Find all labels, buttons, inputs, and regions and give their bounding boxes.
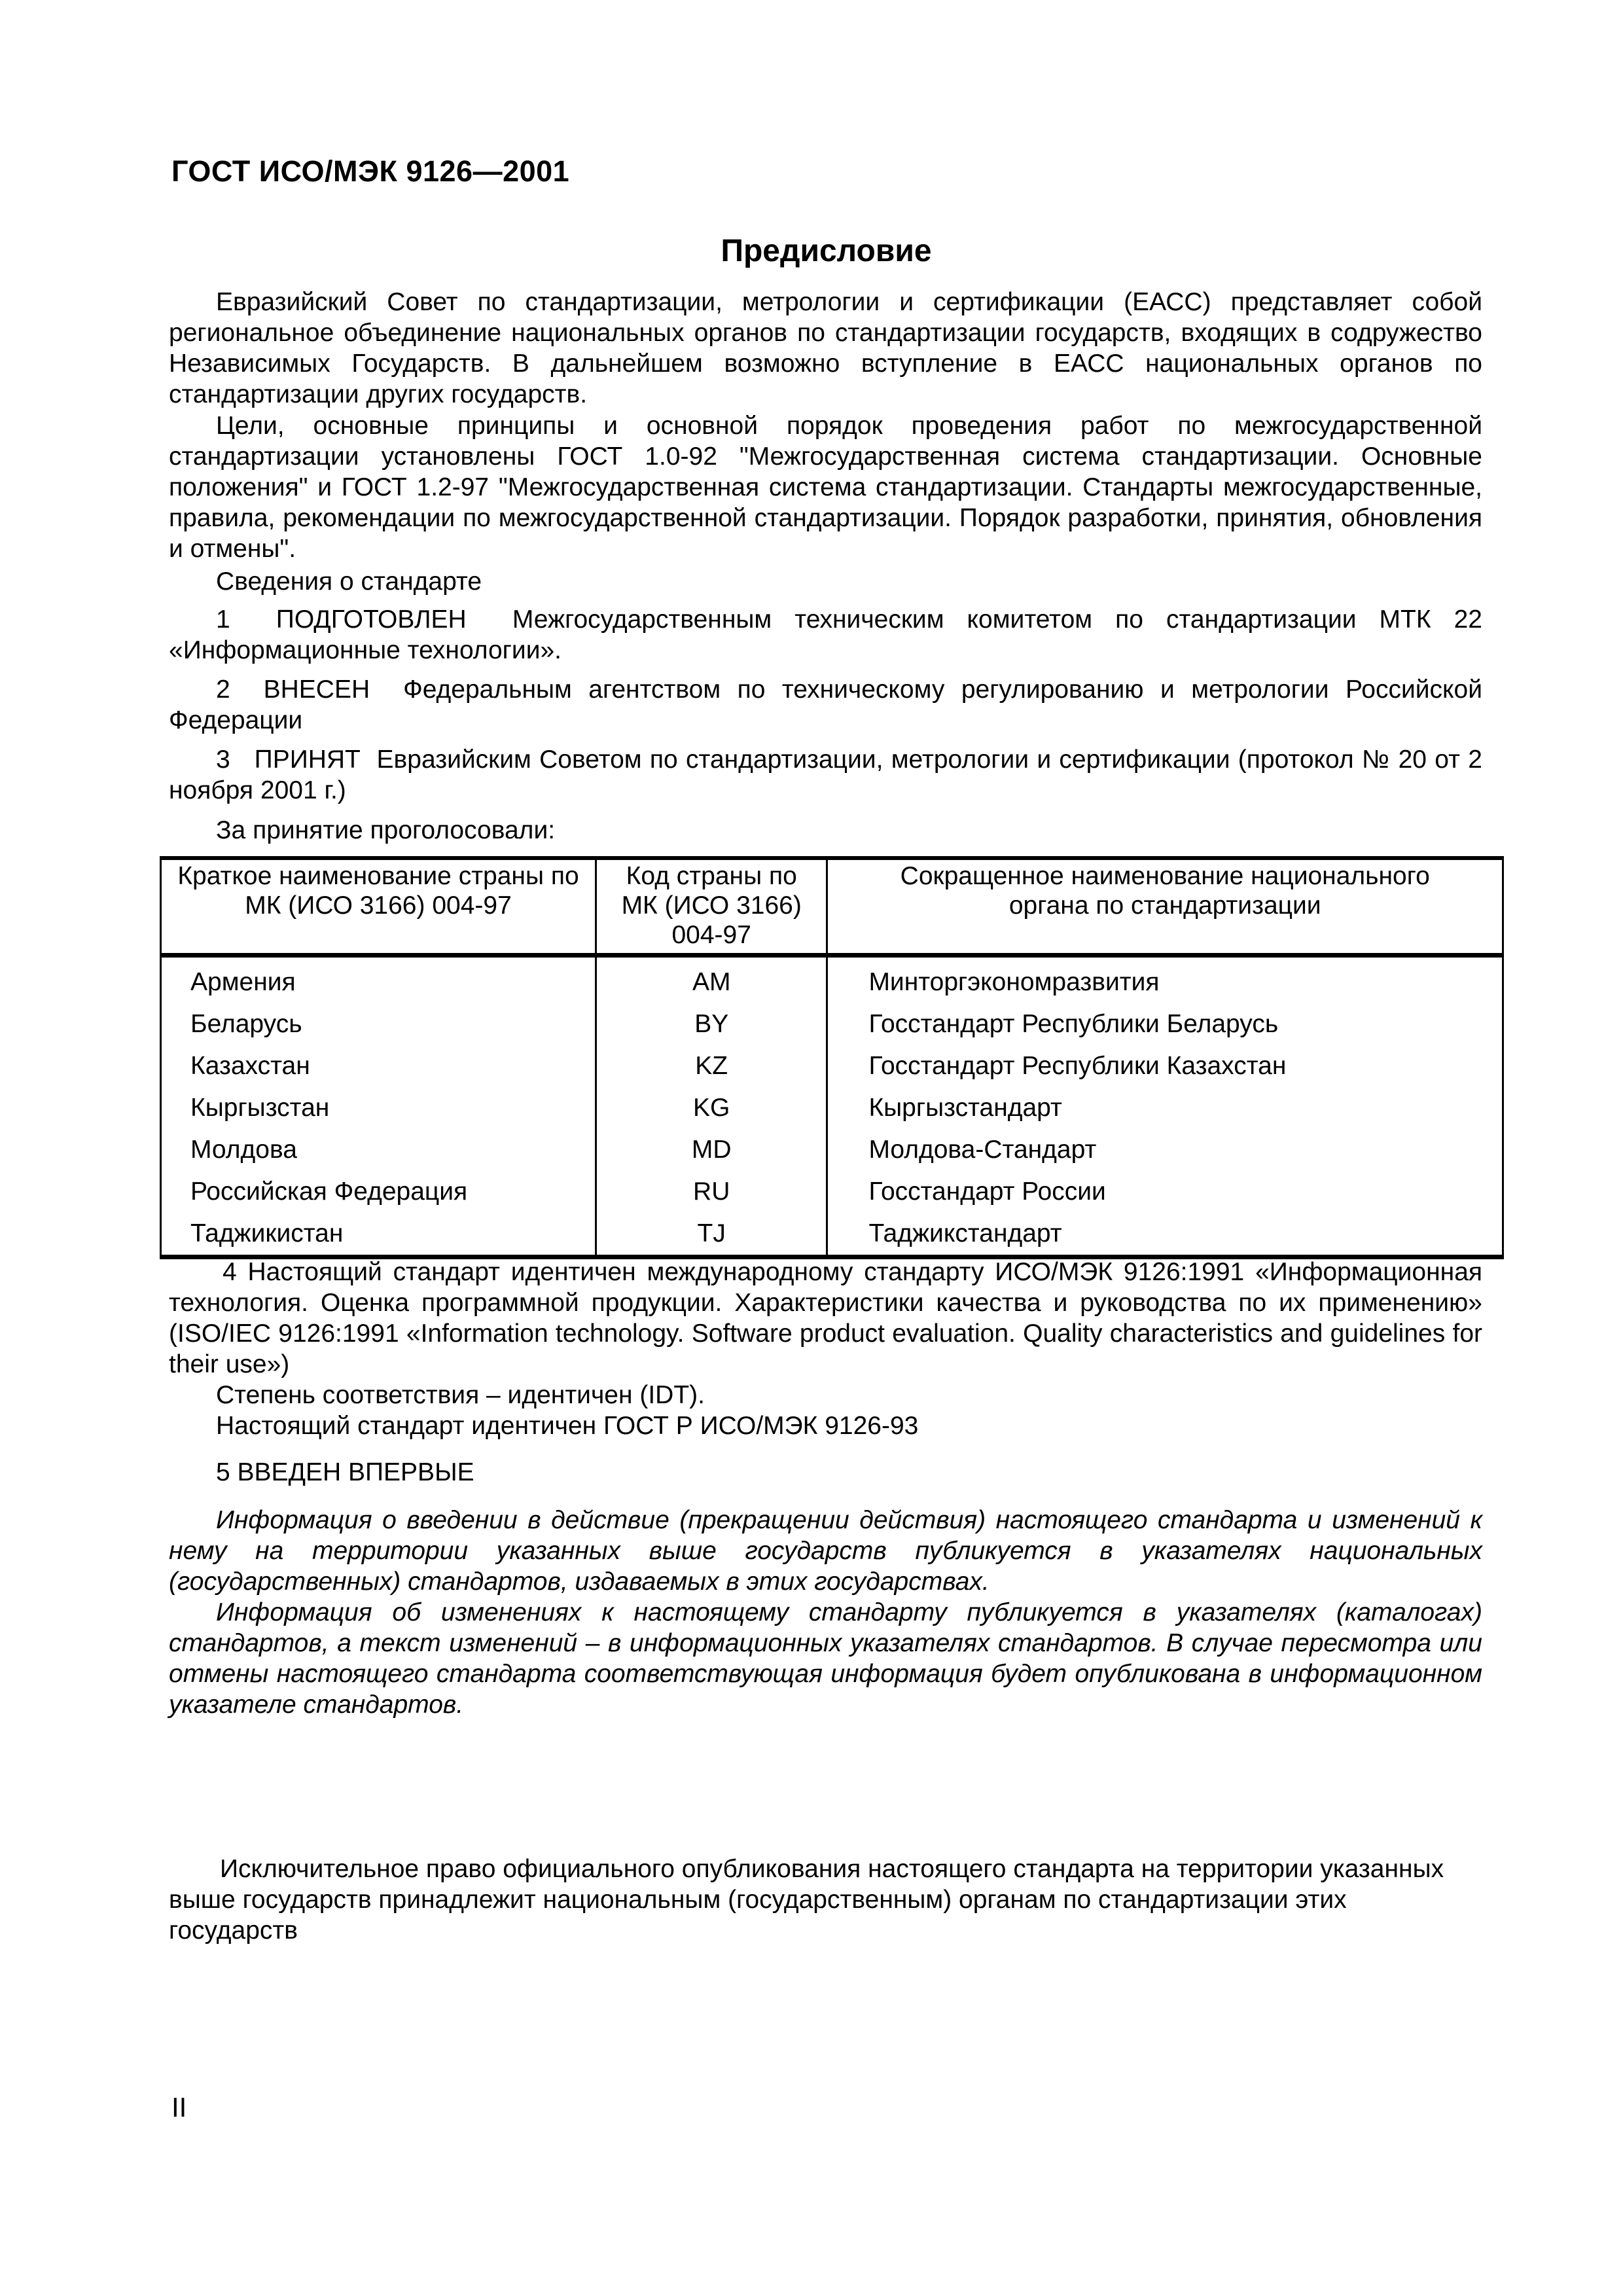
voted-label: За принятие проголосовали:	[216, 816, 556, 844]
body-cell: Минторгэкономразвития	[827, 956, 1503, 1004]
table-row	[161, 1003, 1503, 1045]
country-cell: Молдова	[161, 1129, 596, 1171]
item-keyword: ПОДГОТОВЛЕН	[276, 605, 467, 634]
section-heading: Сведения о стандарте	[216, 567, 482, 596]
body-cell: Молдова-Стандарт	[827, 1129, 1503, 1171]
voting-countries-table	[160, 856, 1504, 1259]
info-item-1	[169, 604, 1482, 666]
document-code-header: ГОСТ ИСО/МЭК 9126—2001	[171, 154, 570, 188]
preface-paragraph-2	[169, 410, 1482, 564]
item-number: 3	[216, 745, 230, 774]
preface-text: Евразийский Совет по стандартизации, метрологии и сертификации (ЕАСС) представляет собой региональное объединение национальных органов по стандартизации государств, входящих в содружество Независимых Государств. В дальнейшем возможно вступление в ЕАСС национальных органов по стандартизации других государств.	[169, 288, 1482, 408]
notice-text: Информация о введении в действие (прекращении действия) настоящего стандарта и изменений к нему на территории указанных выше государств публикуется в указателях национальных (государственных) стандартов, издаваемых в этих государствах.	[169, 1506, 1482, 1596]
code-cell: AM	[596, 956, 827, 1004]
item-keyword: ПРИНЯТ	[254, 745, 361, 774]
item-text: 5 ВВЕДЕН ВПЕРВЫЕ	[216, 1458, 474, 1486]
item-text: 4 Настоящий стандарт идентичен международному стандарту ИСО/МЭК 9126:1991 «Информационная технология. Оценка программной продукции. Характеристики качества и руководства по их применению» (ISO/IEC 9126:1991 «Information technology. Software product evaluation. Quality characteristics and guidelines for their use»)	[169, 1258, 1482, 1378]
table-row	[161, 1129, 1503, 1171]
copyright-notice	[169, 1854, 1465, 1946]
standard-info-heading	[169, 566, 1482, 597]
page-title: Предисловие	[721, 234, 932, 268]
body-cell: Кыргызстандарт	[827, 1087, 1503, 1129]
code-cell: RU	[596, 1171, 827, 1213]
body-cell: Госстандарт Республики Беларусь	[827, 1003, 1503, 1045]
identical-standard: Настоящий стандарт идентичен ГОСТ Р ИСО/МЭК 9126-93	[216, 1412, 919, 1440]
item-keyword: ВНЕСЕН	[263, 675, 370, 704]
table-row	[161, 1045, 1503, 1087]
notice-paragraph-2	[169, 1597, 1482, 1720]
item-text: Федеральным агентством по техническому регулированию и метрологии Российской Федерации	[169, 675, 1482, 734]
column-header-country: Краткое наименование страны по МК (ИСО 3166) 004-97	[161, 858, 596, 956]
preface-text: Цели, основные принципы и основной порядок проведения работ по межгосударственной стандартизации установлены ГОСТ 1.0-92 "Межгосударственная система стандартизации. Основные положения" и ГОСТ 1.2-97 "Межгосударственная система стандартизации. Стандарты межгосударственные, правила, рекомендации по межгосударственной стандартизации. Порядок разработки, принятия, обновления и отмены".	[169, 412, 1482, 563]
item-text: Межгосударственным техническим комитетом по стандартизации МТК 22 «Информационные технологии».	[169, 605, 1483, 664]
info-item-3	[169, 744, 1482, 806]
item-number: 1	[216, 605, 230, 634]
table-row	[161, 1213, 1503, 1257]
conformity-degree: Степень соответствия – идентичен (IDT).	[216, 1381, 705, 1409]
notice-paragraph-1	[169, 1505, 1482, 1597]
body-cell: Госстандарт России	[827, 1171, 1503, 1213]
country-cell: Беларусь	[161, 1003, 596, 1045]
column-header-code: Код страны по МК (ИСО 3166) 004-97	[596, 858, 827, 956]
body-cell: Таджикстандарт	[827, 1213, 1503, 1257]
table-row	[161, 956, 1503, 1004]
info-item-4	[169, 1257, 1482, 1441]
page-number: II	[171, 2092, 187, 2123]
country-cell: Российская Федерация	[161, 1171, 596, 1213]
copyright-text: Исключительное право официального опубликования настоящего стандарта на территории указанных выше государств принадлежит национальным (государственным) органам по стандартизации этих государств	[169, 1855, 1444, 1945]
country-cell: Армения	[161, 956, 596, 1004]
country-cell: Кыргызстан	[161, 1087, 596, 1129]
table-row	[161, 1087, 1503, 1129]
preface-paragraph-1	[169, 287, 1482, 410]
code-cell: KZ	[596, 1045, 827, 1087]
code-cell: BY	[596, 1003, 827, 1045]
item-number: 2	[216, 675, 230, 704]
info-item-2	[169, 674, 1482, 736]
info-item-5	[169, 1457, 1482, 1488]
voted-label-block	[169, 815, 1482, 846]
country-cell: Таджикистан	[161, 1213, 596, 1257]
item-text: Евразийским Советом по стандартизации, метрологии и сертификации (протокол № 20 от 2 ноября 2001 г.)	[169, 745, 1482, 804]
code-cell: KG	[596, 1087, 827, 1129]
table-header-row	[161, 858, 1503, 956]
code-cell: MD	[596, 1129, 827, 1171]
table-row	[161, 1171, 1503, 1213]
country-cell: Казахстан	[161, 1045, 596, 1087]
code-cell: TJ	[596, 1213, 827, 1257]
body-cell: Госстандарт Республики Казахстан	[827, 1045, 1503, 1087]
column-header-body: Сокращенное наименование национального органа по стандартизации	[827, 858, 1503, 956]
notice-text: Информация об изменениях к настоящему стандарту публикуется в указателях (каталогах) стандартов, а текст изменений – в информационных указателях стандартов. В случае пересмотра или отмены настоящего стандарта соответствующая информация будет опубликована в информационном указателе стандартов.	[169, 1598, 1482, 1719]
